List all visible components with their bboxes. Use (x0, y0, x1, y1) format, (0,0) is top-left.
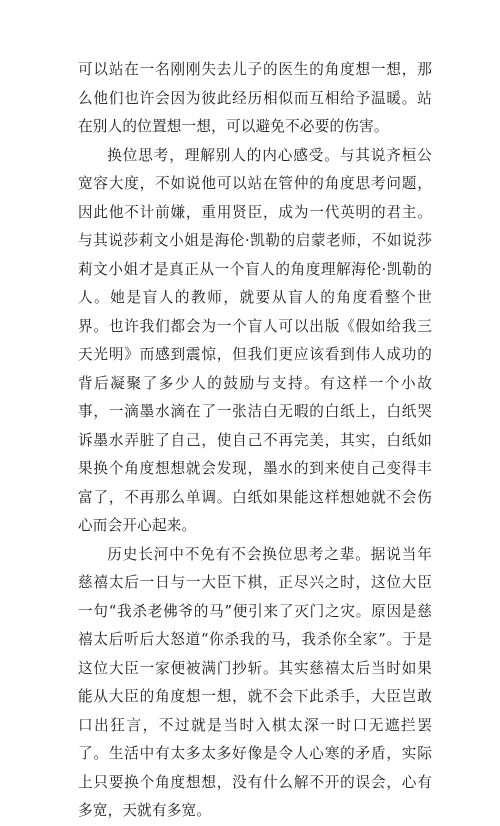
paragraph-2: 换位思考，理解别人的内心感受。与其说齐桓公宽容大度，不如说他可以站在管仲的角度思考问题，因此他不计前嫌，重用贤臣，成为一代英明的君主。与其说莎莉文小姐是海伦·凯勒的启蒙老师，不如说莎莉文小姐才是真正从一个盲人的角度理解海伦·凯勒的人。她是盲人的教师，就要从盲人的角度看整个世界。也许我们都会为一个盲人可以出版《假如给我三天光明》而感到震惊，但我们更应该看到伟人成功的背后凝聚了多少人的鼓励与支持。有这样一个小故事，一滴墨水滴在了一张洁白无暇的白纸上，白纸哭诉墨水弄脏了自己，使自己不再完美，其实，白纸如果换个角度想想就会发现，墨水的到来使自己变得丰富了，不再那么单调。白纸如果能这样想她就不会伤心而会开心起来。 (78, 146, 432, 534)
document-body (78, 56, 432, 826)
paragraph-3: 历史长河中不免有不会换位思考之辈。据说当年慈禧太后一日与一大臣下棋，正尽兴之时，这位大臣一句“我杀老佛爷的马”便引来了灭门之灾。原因是慈禧太后听后大怒道“你杀我的马，我杀你全家”。于是这位大臣一家便被满门抄斩。其实慈禧太后当时如果能从大臣的角度想一想，就不会下此杀手，大臣岂敢口出狂言，不过就是当时入棋太深一时口无遮拦罢了。生活中有太多太多好像是令人心寒的矛盾，实际上只要换个角度想想，没有什么解不开的误会，心有多宽，天就有多宽。 (78, 545, 432, 819)
paragraph-1: 可以站在一名刚刚失去儿子的医生的角度想一想，那么他们也许会因为彼此经历相似而互相给予温暖。站在别人的位置想一想，可以避免不必要的伤害。 (78, 61, 432, 135)
